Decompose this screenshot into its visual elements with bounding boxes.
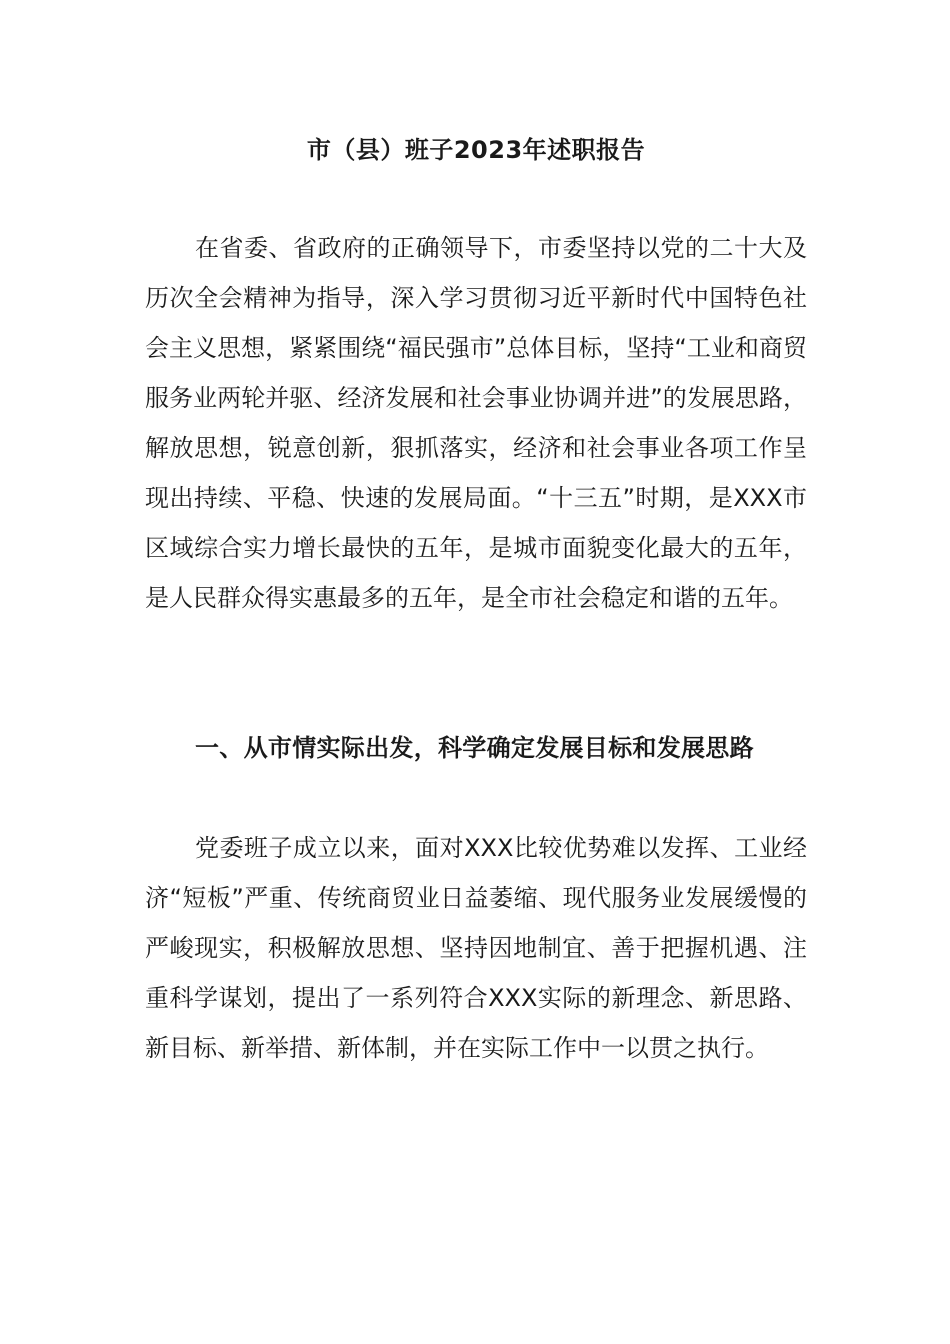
intro-paragraph: 在省委、省政府的正确领导下，市委坚持以党的二十大及历次全会精神为指导，深入学习贯彻习近平新时代中国特色社会主义思想，紧紧围绕“福民强市”总体目标，坚持“工业和商贸服务业两轮并驱、经济发展和社会事业协调并进”的发展思路，解放思想，锐意创新，狠抓落实，经济和社会事业各项工作呈现出持续、平稳、快速的发展局面。“十三五”时期，是XXX市区域综合实力增长最快的五年，是城市面貌变化最大的五年，是人民群众得实惠最多的五年，是全市社会稳定和谐的五年。	[145, 234, 807, 612]
section-heading: 一、从市情实际出发，科学确定发展目标和发展思路	[195, 734, 754, 762]
document-title: 市（县）班子2023年述职报告	[306, 136, 646, 164]
section-paragraph: 党委班子成立以来，面对XXX比较优势难以发挥、工业经济“短板”严重、传统商贸业日益萎缩、现代服务业发展缓慢的严峻现实，积极解放思想、坚持因地制宜、善于把握机遇、注重科学谋划，提出了一系列符合XXX实际的新理念、新思路、新目标、新举措、新体制，并在实际工作中一以贯之执行。	[145, 834, 807, 1062]
